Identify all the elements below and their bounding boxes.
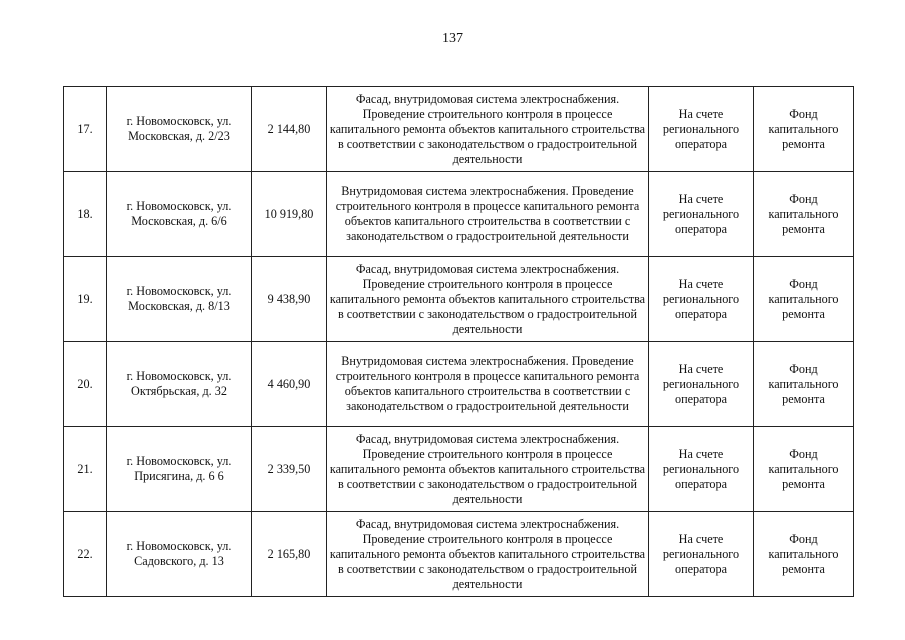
area-cell: 2 144,80 (252, 87, 327, 172)
funding-source-cell: Фонд капитального ремонта (754, 427, 854, 512)
area-cell: 4 460,90 (252, 342, 327, 427)
funding-source-cell: Фонд капитального ремонта (754, 172, 854, 257)
works-cell: Фасад, внутридомовая система электроснабжения. Проведение строительного контроля в процессе капитального ремонта объектов капитального строительства в соответствии с законодательством о градостроительной деятельности (327, 257, 649, 342)
account-cell: На счете регионального оператора (649, 172, 754, 257)
address-cell: г. Новомосковск, ул. Московская, д. 6/6 (107, 172, 252, 257)
table-row (64, 257, 854, 342)
account-cell: На счете регионального оператора (649, 512, 754, 597)
row-number-cell: 17. (64, 87, 107, 172)
row-number-cell: 21. (64, 427, 107, 512)
address-cell: г. Новомосковск, ул. Присягина, д. 6 6 (107, 427, 252, 512)
table-row (64, 87, 854, 172)
table-row (64, 512, 854, 597)
area-cell: 9 438,90 (252, 257, 327, 342)
table-row (64, 427, 854, 512)
area-cell: 10 919,80 (252, 172, 327, 257)
account-cell: На счете регионального оператора (649, 87, 754, 172)
area-cell: 2 165,80 (252, 512, 327, 597)
works-cell: Внутридомовая система электроснабжения. Проведение строительного контроля в процессе капитального ремонта объектов капитального строительства в соответствии с законодательством о градостроительной деятельности (327, 342, 649, 427)
account-cell: На счете регионального оператора (649, 427, 754, 512)
address-cell: г. Новомосковск, ул. Московская, д. 8/13 (107, 257, 252, 342)
address-cell: г. Новомосковск, ул. Октябрьская, д. 32 (107, 342, 252, 427)
funding-source-cell: Фонд капитального ремонта (754, 342, 854, 427)
page-number: 137 (442, 31, 463, 46)
repair-program-table (63, 86, 854, 597)
address-cell: г. Новомосковск, ул. Садовского, д. 13 (107, 512, 252, 597)
funding-source-cell: Фонд капитального ремонта (754, 512, 854, 597)
works-cell: Фасад, внутридомовая система электроснабжения. Проведение строительного контроля в процессе капитального ремонта объектов капитального строительства в соответствии с законодательством о градостроительной деятельности (327, 87, 649, 172)
works-cell: Внутридомовая система электроснабжения. Проведение строительного контроля в процессе капитального ремонта объектов капитального строительства в соответствии с законодательством о градостроительной деятельности (327, 172, 649, 257)
funding-source-cell: Фонд капитального ремонта (754, 257, 854, 342)
row-number-cell: 22. (64, 512, 107, 597)
area-cell: 2 339,50 (252, 427, 327, 512)
works-cell: Фасад, внутридомовая система электроснабжения. Проведение строительного контроля в процессе капитального ремонта объектов капитального строительства в соответствии с законодательством о градостроительной деятельности (327, 512, 649, 597)
address-cell: г. Новомосковск, ул. Московская, д. 2/23 (107, 87, 252, 172)
table-row (64, 172, 854, 257)
row-number-cell: 18. (64, 172, 107, 257)
row-number-cell: 20. (64, 342, 107, 427)
account-cell: На счете регионального оператора (649, 342, 754, 427)
account-cell: На счете регионального оператора (649, 257, 754, 342)
works-cell: Фасад, внутридомовая система электроснабжения. Проведение строительного контроля в процессе капитального ремонта объектов капитального строительства в соответствии с законодательством о градостроительной деятельности (327, 427, 649, 512)
table-row (64, 342, 854, 427)
funding-source-cell: Фонд капитального ремонта (754, 87, 854, 172)
row-number-cell: 19. (64, 257, 107, 342)
